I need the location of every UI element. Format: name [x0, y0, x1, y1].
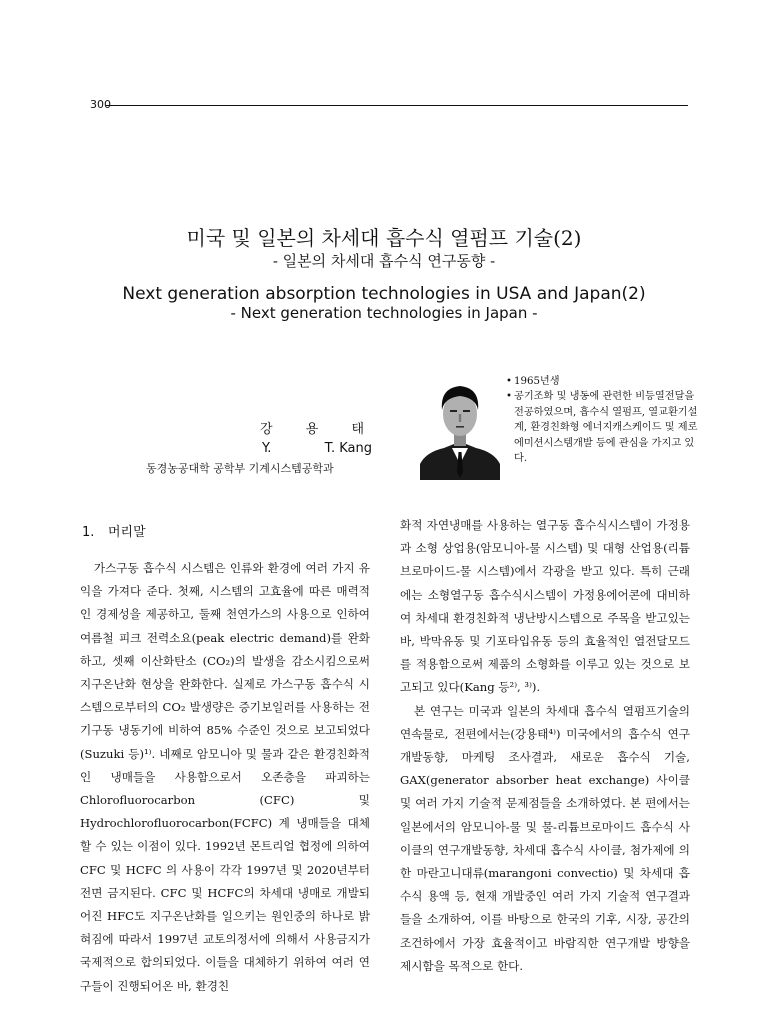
author-surname: T. Kang	[324, 441, 372, 456]
author-photo	[420, 372, 500, 480]
section-title: 머리말	[108, 525, 146, 540]
author-name-english	[262, 441, 372, 456]
body-paragraph: 본 연구는 미국과 일본의 차세대 흡수식 열펌프기술의 연속물로, 전편에서는(강용태⁴⁾) 미국에서의 흡수식 연구개발동향, 마케팅 조사결과, 새로운 흡수식 기술, GAX(generator absorber heat exchange) 사이클 및 여러 가지 기술적 문제점들을 소개하였다. 본 편에서는 일본에서의 암모니아-물 및 물-리튬브로마이드 흡수식 사이클의 연구개발동향, 차세대 흡수식 사이클, 첨가제에 의한 마란고니대류(marangoni convectio) 및 차세대 흡수식 용액 등, 현재 개발중인 여러 가지 기술적 연구결과들을 소개하여, 이를 바탕으로 한국의 기후, 시장, 공간의 조건하에서 가장 효율적이고 바람직한 연구개발 방향을 제시함을 목적으로 한다.	[400, 703, 690, 973]
author-name-korean	[260, 418, 364, 437]
section-number: 1.	[82, 525, 95, 540]
page-number: 300	[90, 98, 111, 111]
body-paragraph: 가스구동 흡수식 시스템은 인류와 환경에 여러 가지 유익을 가져다 준다. 첫째, 시스템의 고효율에 따른 매력적인 경제성을 제공하고, 둘째 천연가스의 사용으로 인하여 여름철 피크 전력소요(peak electric demand)를 완화하고, 셋째 이산화탄소 (CO₂)의 발생을 감소시킴으로써 지구온난화 현상을 완화한다. 실제로 가스구동 흡수식 시스템으로부터의 CO₂ 발생량은 증기보일러를 사용하는 전기구동 냉동기에 비하여 85% 수준인 것으로 보고되었다(Suzuki 등)¹⁾. 네째로 암모니아 및 물과 같은 환경친화적인 냉매들을 사용함으로서 오존층을 파괴하는 Chlorofluorocarbon (CFC) 및 Hydrochlorofluorocarbon(FCFC) 계 냉매들을 대체할 수 있는 이점이 있다. 1992년 몬트리얼 협정에 의하여 CFC 및 HCFC 의 사용이 각각 1997년 및 2020년부터 전면 금지된다. CFC 및 HCFC의 차세대 냉매로 개발되어진 HFC도 지구온난화를 일으키는 원인중의 하나로 밝혀짐에 따라서 1997년 교토의정서에 의해서 사용금지가 국제적으로 합의되었다. 이들을 대체하기 위하여 여러 연구들이 진행되어온 바, 환경친	[80, 561, 370, 993]
bio-item-birth-year: • 1965년생	[506, 374, 698, 389]
author-name-char: 강	[260, 422, 273, 437]
subtitle-english: - Next generation technologies in Japan -	[230, 304, 538, 322]
author-affiliation: 동경농공대학 공학부 기계시스템공학과	[146, 462, 334, 475]
subtitle-korean: - 일본의 차세대 흡수식 연구동향 -	[272, 252, 496, 270]
header-rule	[106, 105, 688, 106]
title-english: Next generation absorption technologies in USA and Japan(2)	[122, 284, 646, 304]
author-bio	[506, 374, 698, 466]
left-column	[80, 557, 370, 998]
bio-item-research-interest: • 공기조화 및 냉동에 관련한 비등열전달을 전공하였으며, 흡수식 열펌프, 열교환기설계, 환경친화형 에너지캐스케이드 및 제로에미션시스템개발 등에 관심을 가지고 있다.	[506, 389, 698, 466]
author-name-char: 태	[351, 422, 364, 437]
author-name-char: 용	[305, 422, 319, 437]
body-paragraph: 화적 자연냉매를 사용하는 열구동 흡수식시스템이 가정용과 소형 상업용(암모니아-물 시스템) 및 대형 산업용(리튬브로마이드-물 시스템)에서 각광을 받고 있다. 특히 근래에는 소형열구동 흡수식시스템이 가정용에어콘에 대비하여 차세대 환경친화적 냉난방시스템으로 주목을 받고있는 바, 박막유동 및 기포타입유동 등의 효율적인 열전달모드를 적용함으로써 제품의 소형화를 이루고 있는 것으로 보고되고 있다(Kang 등²⁾, ³⁾).	[400, 518, 690, 695]
section-heading	[82, 521, 146, 540]
title-korean: 미국 및 일본의 차세대 흡수식 열펌프 기술(2)	[186, 226, 582, 250]
right-column	[400, 514, 690, 978]
author-initial: Y.	[262, 441, 272, 456]
